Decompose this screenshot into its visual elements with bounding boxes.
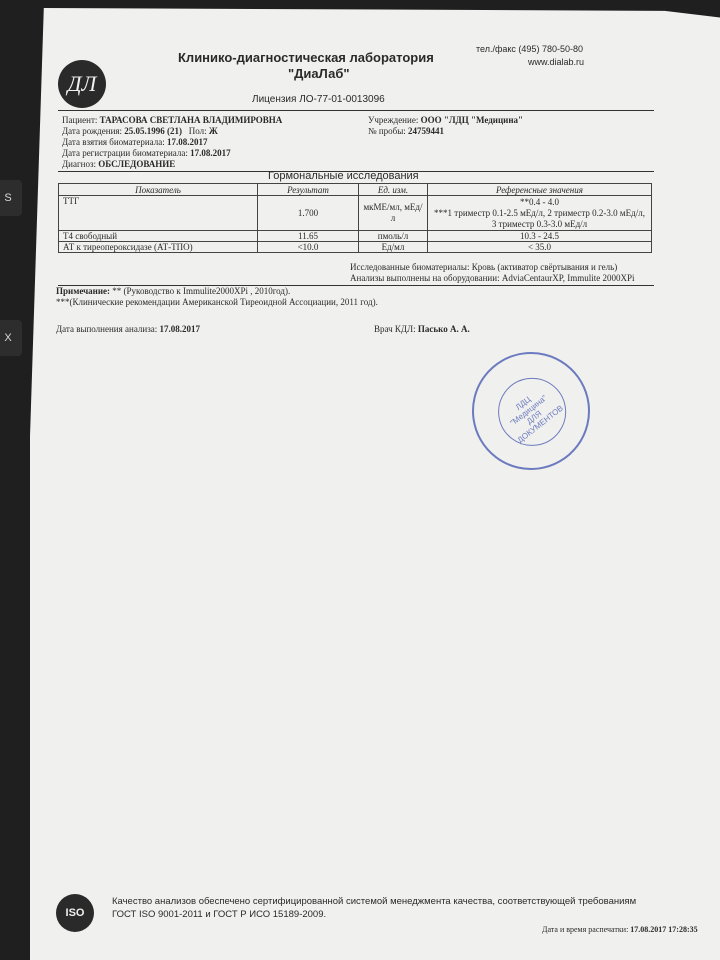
- lab-name: "ДиаЛаб": [288, 66, 350, 81]
- test-result: 1.700: [258, 196, 359, 231]
- doctor-label: Врач КДЛ:: [374, 324, 416, 334]
- license-number: Лицензия ЛО-77-01-0013096: [252, 94, 385, 105]
- sampling-date-row: [62, 137, 207, 148]
- iso-logo: ISO: [56, 894, 94, 932]
- print-date: 17.08.2017 17:28:35: [630, 925, 698, 934]
- birth-date-label: Дата рождения:: [62, 126, 123, 136]
- keycap: S: [0, 180, 22, 216]
- column-header: Ед. изм.: [359, 184, 428, 196]
- results-table: [58, 183, 652, 253]
- registration-date-label: Дата регистрации биоматериала:: [62, 148, 188, 158]
- official-stamp: [464, 344, 597, 477]
- test-name: Т4 свободный: [59, 231, 258, 242]
- test-name: ТТГ: [59, 196, 258, 231]
- test-name: АТ к тиреопероксидазе (АТ-ТПО): [59, 242, 258, 253]
- institution-label: Учреждение:: [368, 115, 419, 125]
- equipment-info: Анализы выполнены на оборудовании: AdviaCentaurXP, Immulite 2000XPi: [350, 273, 635, 283]
- sample-number-label: № пробы:: [368, 126, 406, 136]
- institution: ООО "ЛДЦ "Медицина": [420, 115, 524, 125]
- test-reference: < 35.0: [428, 242, 652, 253]
- biomaterial-info: Исследованные биоматериалы: Кровь (активатор свёртывания и гель): [350, 262, 618, 272]
- note-row-1: [56, 286, 290, 297]
- registration-date-row: [62, 148, 231, 159]
- sex-label: Пол:: [188, 126, 207, 136]
- diagnosis-label: Диагноз:: [62, 159, 97, 169]
- diagnosis-row: [62, 159, 175, 170]
- note-label: Примечание:: [56, 286, 111, 296]
- column-header: Референсные значения: [428, 184, 652, 196]
- sex-value: Ж: [208, 126, 218, 136]
- test-unit: мкМЕ/мл, мЕд/л: [359, 196, 428, 231]
- column-header: Показатель: [59, 184, 258, 196]
- note-row-2: ***(Клинические рекомендации Американской Тиреоидной Ассоциации, 2011 год).: [56, 297, 378, 307]
- test-reference: [428, 196, 652, 231]
- quality-statement-line2: ГОСТ ISO 9001-2011 и ГОСТ Р ИСО 15189-2009.: [112, 909, 327, 920]
- birth-date-row: [62, 126, 218, 137]
- patient-name-label: Пациент:: [62, 115, 98, 125]
- lab-title: Клинико-диагностическая лаборатория: [178, 50, 434, 65]
- diagnosis: ОБСЛЕДОВАНИЕ: [98, 159, 176, 169]
- table-row: [59, 231, 652, 242]
- reference-pregnancy: ***1 триместр 0.1-2.5 мЕд/л, 2 триместр 0.2-3.0 мЕд/л, 3 триместр 0.3-3.0 мЕд/л: [434, 207, 645, 229]
- doctor-name: Пасько А. А.: [417, 324, 470, 334]
- reference-general: **0.4 - 4.0: [520, 196, 559, 207]
- section-title: Гормональные исследования: [268, 170, 419, 182]
- test-result: <10.0: [258, 242, 359, 253]
- lab-phone: тел./факс (495) 780-50-80: [476, 44, 583, 54]
- keycap: X: [0, 320, 22, 356]
- sample-number-row: [368, 126, 444, 137]
- patient-name-row: [62, 115, 282, 126]
- lab-website: www.dialab.ru: [528, 57, 585, 67]
- completion-date: 17.08.2017: [159, 324, 200, 334]
- patient-name: ТАРАСОВА СВЕТЛАНА ВЛАДИМИРОВНА: [99, 115, 283, 125]
- test-reference: 10.3 - 24.5: [428, 231, 652, 242]
- completion-date-label: Дата выполнения анализа:: [56, 324, 158, 334]
- institution-row: [368, 115, 523, 126]
- print-date-label: Дата и время распечатки:: [542, 925, 629, 934]
- dialab-logo: ДЛ: [58, 60, 106, 108]
- sampling-date: 17.08.2017: [166, 137, 208, 147]
- birth-date: 25.05.1996 (21): [124, 126, 183, 136]
- test-unit: пмоль/л: [359, 231, 428, 242]
- note-text: ** (Руководство к Immulite2000XPi , 2010год).: [112, 286, 291, 296]
- completion-date-row: [56, 324, 200, 335]
- registration-date: 17.08.2017: [190, 148, 231, 158]
- print-date-row: [542, 924, 698, 935]
- doctor-row: [374, 324, 470, 335]
- test-unit: Ед/мл: [359, 242, 428, 253]
- sample-number: 24759441: [408, 126, 445, 136]
- table-row: [59, 242, 652, 253]
- test-result: 11.65: [258, 231, 359, 242]
- table-row: [59, 196, 652, 231]
- header-divider: [58, 110, 654, 111]
- sampling-date-label: Дата взятия биоматериала:: [62, 137, 165, 147]
- stamp-text: ЛДЦ "Медицина" ДЛЯ ДОКУМЕНТОВ: [508, 393, 565, 445]
- column-header: Результат: [258, 184, 359, 196]
- table-header-row: [59, 184, 652, 196]
- quality-statement-line1: Качество анализов обеспечено сертифицированной системой менеджмента качества, соответствующей требованиям: [112, 896, 637, 907]
